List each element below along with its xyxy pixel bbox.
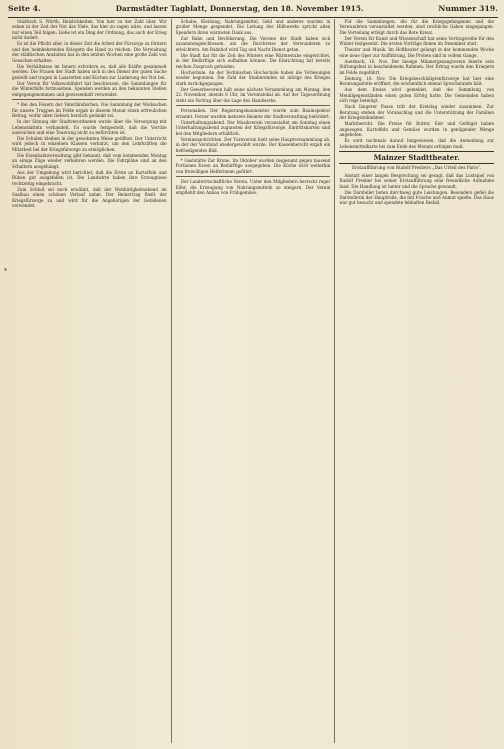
paragraph: Hochschule. An der Technischen Hochschule haben die Vorlesungen wieder begonnen. Die Zahl der Studierenden ist infolge des Krieges stark zurückgegangen. — [175, 69, 331, 86]
paragraph: Die Schulen bleiben in der gewohnten Weise geöffnet. Der Unterricht wird jedoch in einzelnen Klassen verkürzt, um den Lehrkräften die Mitarbeit bei der Kriegsfürsorge zu ermöglichen. — [12, 136, 167, 152]
paragraph: Der Verein für Kunst und Wissenschaft hat seine Vortragsreihe für den Winter festgesetzt. Die ersten Vorträge finden im Dezember statt. — [339, 35, 495, 47]
page-number: Seite 4. — [8, 4, 41, 13]
paragraph: Zum Schluß sei noch erwähnt, daß der Wohltätigkeitsabend im Saalbau einen schönen Verlauf nahm. Der Reinertrag fließt der Kriegsfürsorge zu und wird für die Angehörigen der Gefallenen verwendet. — [12, 186, 167, 209]
paragraph: Die Stadt hat für die Zeit des Winters eine Wärmestube eingerichtet, in der Bedürftige sich aufhalten können. Die Einrichtung hat bereits reichen Zuspruch gefunden. — [175, 52, 331, 69]
paragraph: Es ist die Pflicht aller, in dieser Zeit die Arbeit der Fürsorge zu fördern und den heimkehrenden Kriegern die Hand zu reichen. Die Verwaltung der städtischen Anstalten hat in den letzten Wochen eine große Zahl von Gesuchen erhalten. — [12, 41, 167, 63]
column-3 — [334, 19, 498, 743]
paragraph: Dieburg, 16. Nov. Die Kriegsbeschädigtenfürsorge hat hier eine Beratungsstelle eröffnet, die wöchentlich einmal Sprechstunde hält. — [339, 75, 495, 87]
divider — [176, 105, 331, 106]
feature-subtitle: Erstaufführung von Rudolf Presbers „Das Urteil des Paris“. — [352, 166, 482, 172]
paragraph: Die Verhältnisse im Innern erfordern es, daß alle Kräfte gesammelt werden. Die Frauen der Stadt haben sich in den Dienst der guten Sache gestellt und tragen in Lazaretten und Küchen zur Linderung der Not bei. — [12, 63, 167, 80]
columns — [8, 19, 498, 743]
divider — [176, 176, 331, 177]
divider — [176, 155, 331, 156]
paragraph: Nach längerer Pause tritt der Kreistag wieder zusammen. Zur Beratung stehen der Voranschlag und die Unterstützung der Familien der Kriegsteilnehmer. — [339, 104, 495, 121]
paragraph: Der Verein für Volkswohlfahrt hat beschlossen, die Sammlungen für die Winterhilfe fortzusetzen. Spenden werden an den bekannten Stellen entgegengenommen und gewissenhaft verwendet. — [12, 80, 167, 97]
paragraph: Der Gewerbeverein hält seine nächste Versammlung am Montag, den 22. November, abends 8 Uhr, im Vereinslokal ab. Auf der Tagesordnung steht ein Vortrag über die Lage des Handwerks. — [175, 86, 331, 103]
paragraph: Aus dem Kreise wird gemeldet, daß die Sammlung von Metallgegenständen einen guten Erfolg hatte. Die Gemeinden haben sich rege beteiligt. — [339, 87, 495, 104]
feature-title: Mainzer Stadttheater. — [339, 151, 494, 164]
paragraph: * Gaststätte Zur Krone. Im Oktober wurden insgesamt gegen tausend Portionen Essen an Bedürftige ausgegeben. Die Küche wird weiterhin von freiwilligen Helferinnen geführt. — [175, 157, 331, 174]
margin-mark: * — [4, 268, 7, 275]
paragraph: Aus der Umgebung wird berichtet, daß die Ernte an Kartoffeln und Rüben gut ausgefallen ist. Die Landwirte haben ihre Erzeugnisse rechtzeitig eingebracht. — [12, 169, 167, 186]
paragraph: Die Eisenbahnverwaltung gibt bekannt, daß vom kommenden Montag an einige Züge wieder verkehren werden. Die Fahrpläne sind an den Schaltern ausgehängt. — [12, 152, 167, 169]
paragraph: Vereinsnachrichten. Der Turnverein hielt seine Hauptversammlung ab, in der der Vorstand wiedergewählt wurde. Der Kassenbericht ergab ein befriedigendes Bild. — [175, 136, 331, 153]
column-2 — [171, 19, 335, 743]
issue-number: Nummer 319. — [438, 4, 498, 13]
page-header — [8, 4, 498, 18]
paragraph: * Bei den Feuern der Vaterländischen. Die Sammlung der Wollsachen für unsere Truppen im Felde ergab in diesem Monat einen erfreulichen Betrag, wofür allen Gebern herzlich gedankt sei. — [12, 102, 167, 119]
paragraph: Unterhaltungsabend. Der Musikverein veranstaltet am Sonntag einen Unterhaltungsabend zugunsten der Kriegsfürsorge. Eintrittskarten sind bei den Mitgliedern erhältlich. — [175, 119, 331, 136]
paragraph: Die Darsteller boten durchweg gute Leistungen. Besonders gefiel die Darstellerin der Hauptrolle, die mit Frische und Anmut spielte. Das Haus war gut besucht und spendete lebhaften Beifall. — [339, 189, 495, 206]
paragraph: Auerbach, 16. Nov. Der hiesige Männergesangverein feierte sein Stiftungsfest in bescheidenem Rahmen. Der Ertrag wurde den Kriegern im Felde zugeführt. — [339, 58, 495, 75]
paragraph: Zur Bahn und Bevölkerung. Die Vereine der Stadt haben sich zusammengeschlossen, um die Durchreise der Verwundeten zu erleichtern. Am Bahnhof wird Tag und Nacht Dienst getan. — [175, 35, 331, 52]
paragraph: Für die Sammlungen, die für die Kriegsgefangenen und die Verwundeten veranstaltet werden, sind reichliche Gaben eingegangen. Die Verteilung erfolgt durch das Rote Kreuz. — [339, 19, 495, 35]
paragraph: Marktbericht. Die Preise für Butter, Eier und Geflügel haben angezogen. Kartoffeln und Gemüse wurden in genügender Menge angeboten. — [339, 121, 495, 138]
column-1 — [8, 19, 171, 743]
divider — [12, 99, 167, 100]
paragraph: In der Sitzung der Stadtverordneten wurde über die Versorgung mit Lebensmitteln verhandelt. Es wurde festgestellt, daß die Vorräte ausreichen und eine Teuerung nicht zu befürchten ist. — [12, 119, 167, 135]
paragraph: Der Landwirtschaftliche Verein. Unter den Mitgliedern herrscht reger Eifer, die Erzeugung von Nahrungsmitteln zu steigern. Der Verein empfiehlt den Anbau von Frühgemüse. — [175, 179, 331, 196]
masthead-date: Darmstädter Tagblatt, Donnerstag, den 18. November 1915. — [115, 4, 364, 13]
paragraph: Personalien. Der Regierungsbaumeister wurde zum Bauinspektor ernannt. Ferner wurden mehrere Beamte der Stadtverwaltung befördert. — [175, 108, 331, 119]
paragraph: Städtisch S. Würth, Heizlichkeiten. Von hier zu der Zahl über. Wir sehen in der Zeit der Not das Viele, das hier zu sagen wäre, und lassen nur einen Teil folgen: Liebe ist ein Ding der Ordnung, das auch der Krieg nicht ändert. — [12, 19, 167, 41]
paragraph: Theater und Musik. Im Hoftheater gelangt in der kommenden Woche eine neue Oper zur Aufführung. Die Proben sind in vollem Gange. — [339, 47, 495, 58]
paragraph: Es wird nochmals darauf hingewiesen, daß die Anmeldung zur Lebensmittelkarte bis zum Ende des Monats erfolgen muß. — [339, 138, 495, 149]
paragraph: Schuhe, Kleidung, Nahrungsmittel, Geld und anderes wurden in großer Menge gespendet. Die Leitung des Hilfswerks spricht allen Spendern ihren wärmsten Dank aus. — [175, 19, 331, 35]
paragraph: Anstatt einer langen Besprechung sei gesagt, daß das Lustspiel von Rudolf Presber bei seiner Erstaufführung eine freundliche Aufnahme fand. Die Handlung ist heiter und die Sprache gewandt. — [339, 172, 495, 189]
